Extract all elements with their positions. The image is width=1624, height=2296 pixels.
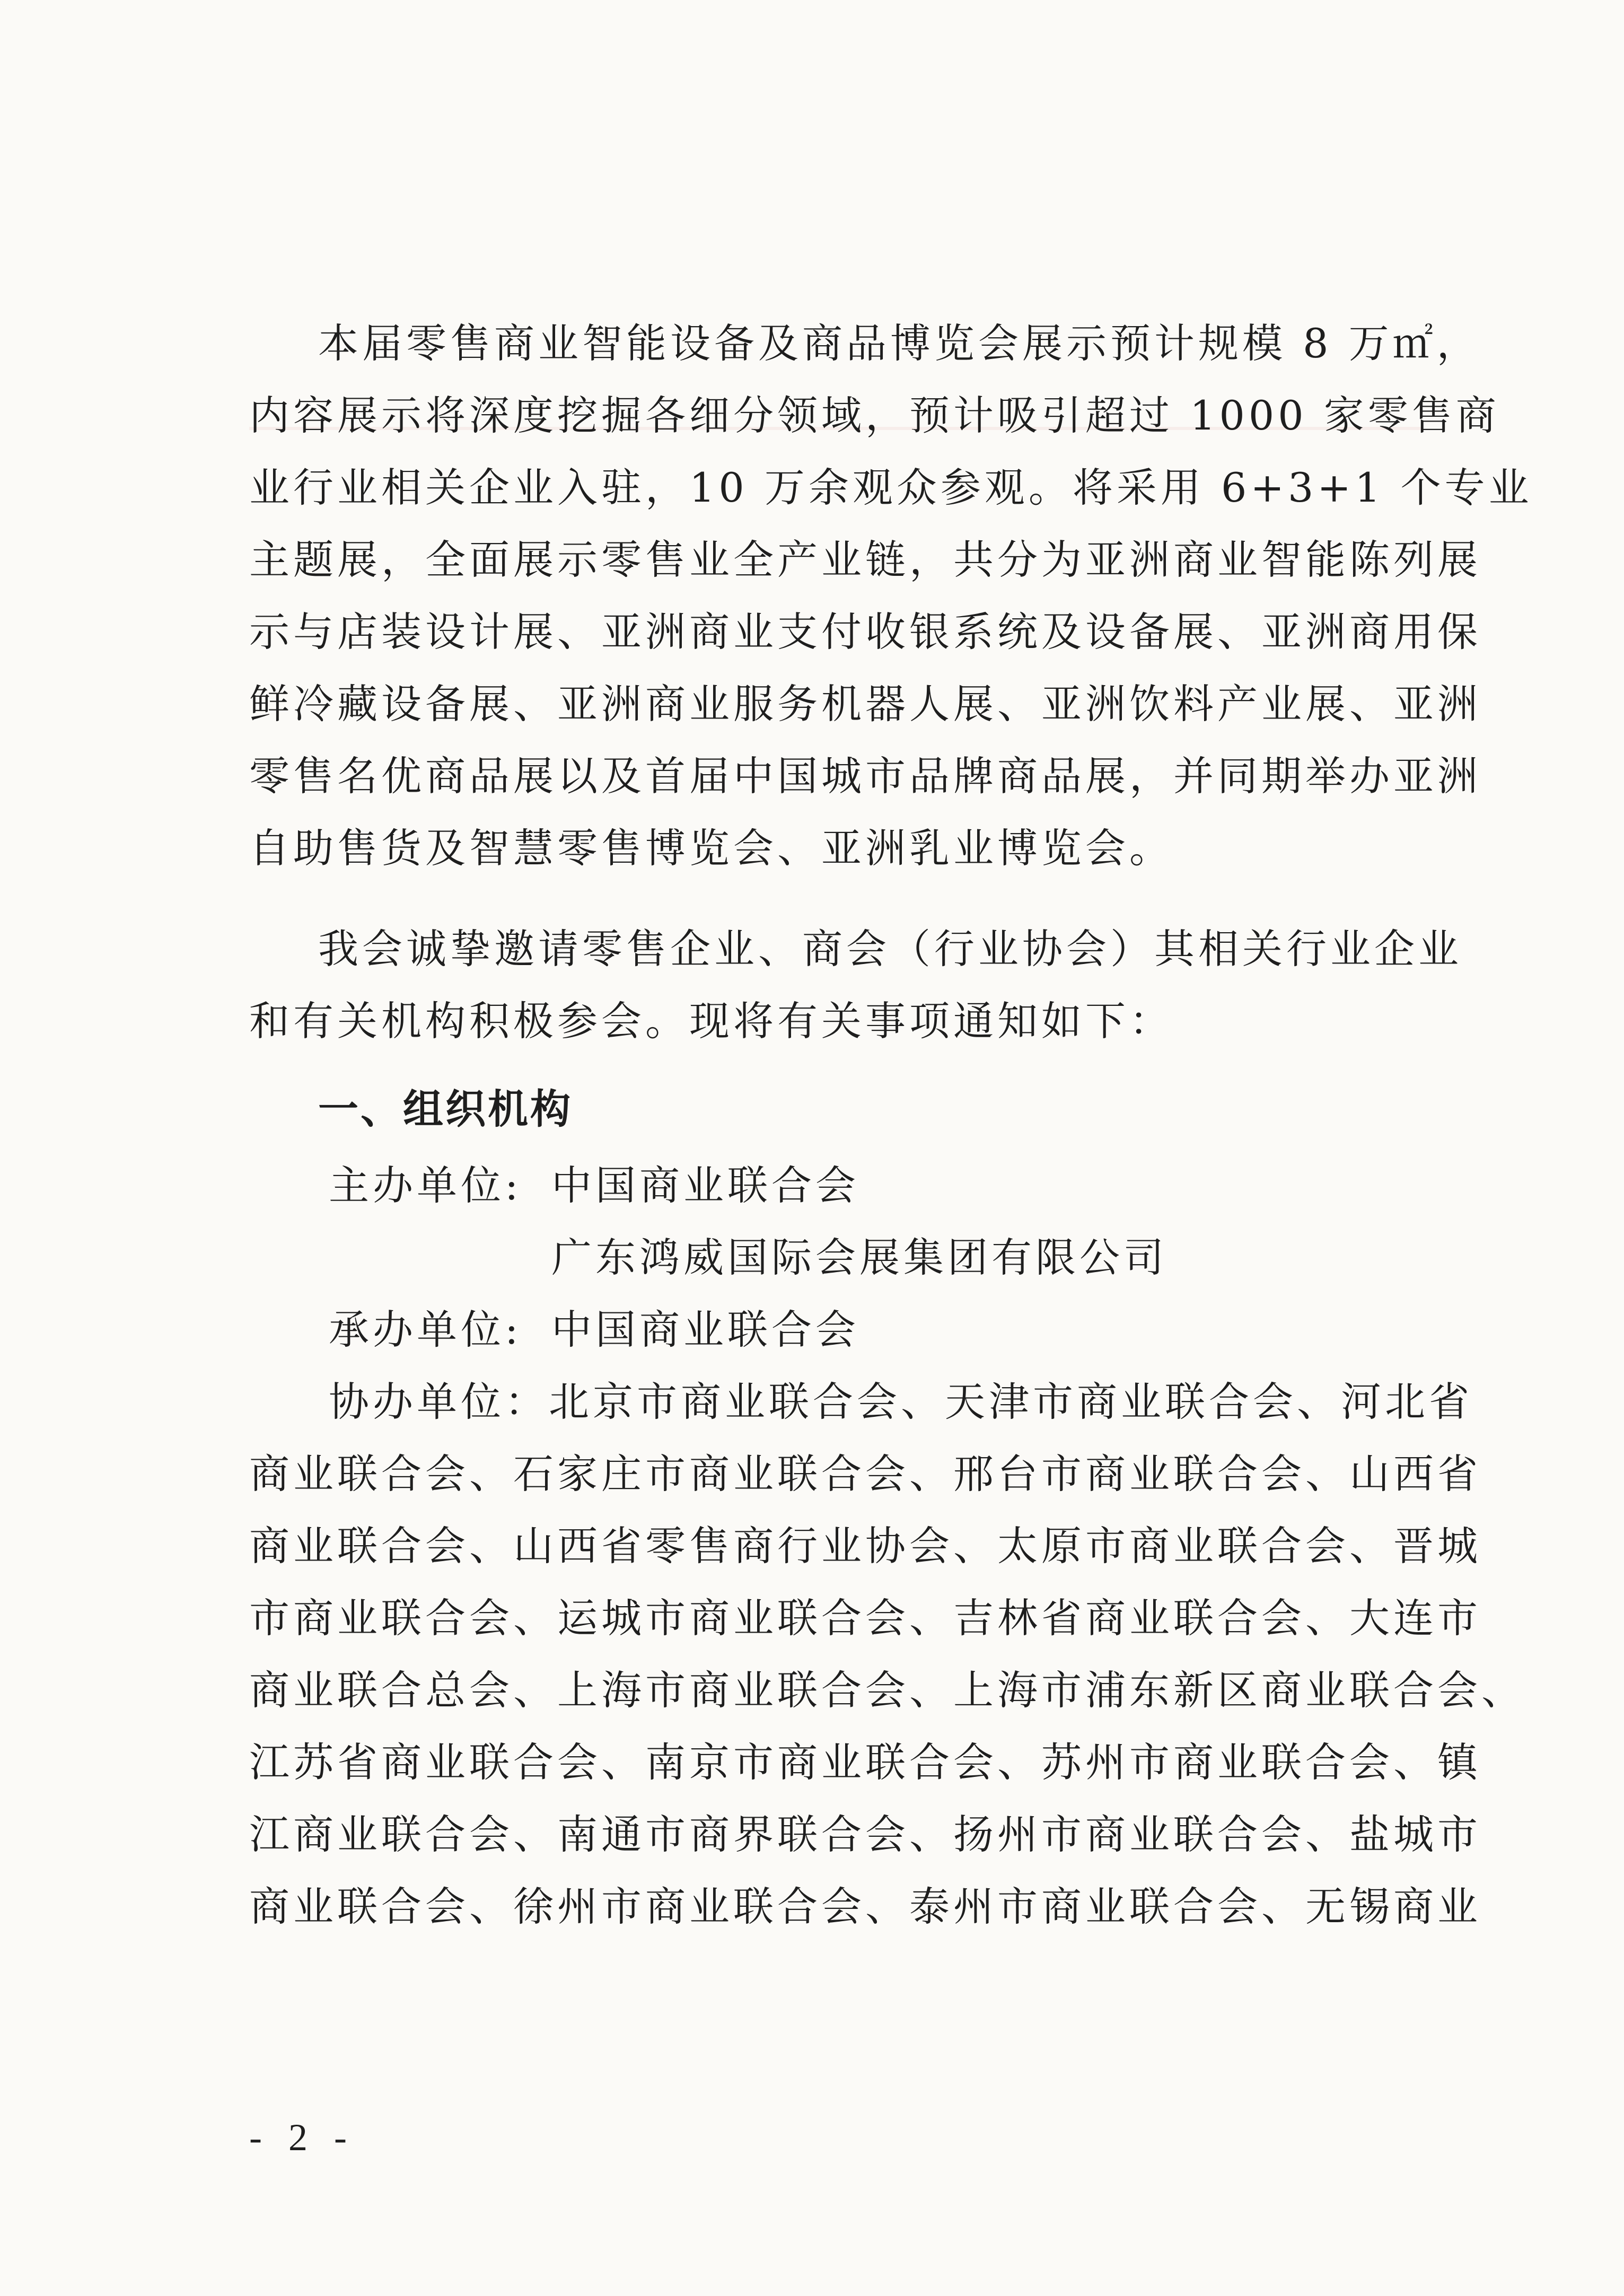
paragraph-line: 本届零售商业智能设备及商品博览会展示预计规模 8 万㎡，: [318, 320, 1481, 367]
co-organizer-line: 协办单位：北京市商业联合会、天津市商业联合会、河北省: [329, 1378, 1473, 1425]
host-unit: 广东鸿威国际会展集团有限公司: [551, 1234, 1167, 1281]
paragraph-line: 自助售货及智慧零售博览会、亚洲乳业博览会。: [249, 825, 1173, 872]
paragraph-line: 业行业相关企业入驻，10 万余观众参观。将采用 6+3+1 个专业: [249, 464, 1533, 511]
co-organizer-line: 江商业联合会、南通市商界联合会、扬州市商业联合会、盐城市: [249, 1811, 1481, 1858]
paragraph-line: 和有关机构积极参会。现将有关事项通知如下：: [249, 997, 1173, 1045]
paragraph-line: 示与店装设计展、亚洲商业支付收银系统及设备展、亚洲商用保: [249, 608, 1481, 655]
page-number: - 2 -: [249, 2116, 355, 2159]
paragraph-line: 我会诚挚邀请零售企业、商会（行业协会）其相关行业企业: [318, 925, 1462, 972]
paragraph-line: 鲜冷藏设备展、亚洲商业服务机器人展、亚洲饮料产业展、亚洲: [249, 680, 1481, 728]
co-organizer-line: 市商业联合会、运城市商业联合会、吉林省商业联合会、大连市: [249, 1594, 1481, 1642]
paragraph-line: 主题展，全面展示零售业全产业链，共分为亚洲商业智能陈列展: [249, 536, 1481, 583]
paragraph-line: 零售名优商品展以及首届中国城市品牌商品展，并同期举办亚洲: [249, 752, 1481, 800]
co-organizer-line: 商业联合总会、上海市商业联合会、上海市浦东新区商业联合会、: [249, 1667, 1525, 1714]
co-organizer-line: 江苏省商业联合会、南京市商业联合会、苏州市商业联合会、镇: [249, 1739, 1481, 1786]
undertaker-label: 承办单位:: [329, 1306, 522, 1353]
co-organizer-line: 商业联合会、石家庄市商业联合会、邢台市商业联合会、山西省: [249, 1450, 1481, 1497]
undertaker-unit: 中国商业联合会: [551, 1306, 859, 1353]
co-organizer-line: 商业联合会、山西省零售商行业协会、太原市商业联合会、晋城: [249, 1522, 1481, 1570]
section-heading: 一、组织机构: [318, 1085, 573, 1133]
co-organizer-line: 商业联合会、徐州市商业联合会、泰州市商业联合会、无锡商业: [249, 1883, 1481, 1930]
host-unit: 中国商业联合会: [551, 1162, 859, 1209]
paragraph-line: 内容展示将深度挖掘各细分领域，预计吸引超过 1000 家零售商: [249, 392, 1500, 439]
host-label: 主办单位:: [329, 1162, 522, 1209]
